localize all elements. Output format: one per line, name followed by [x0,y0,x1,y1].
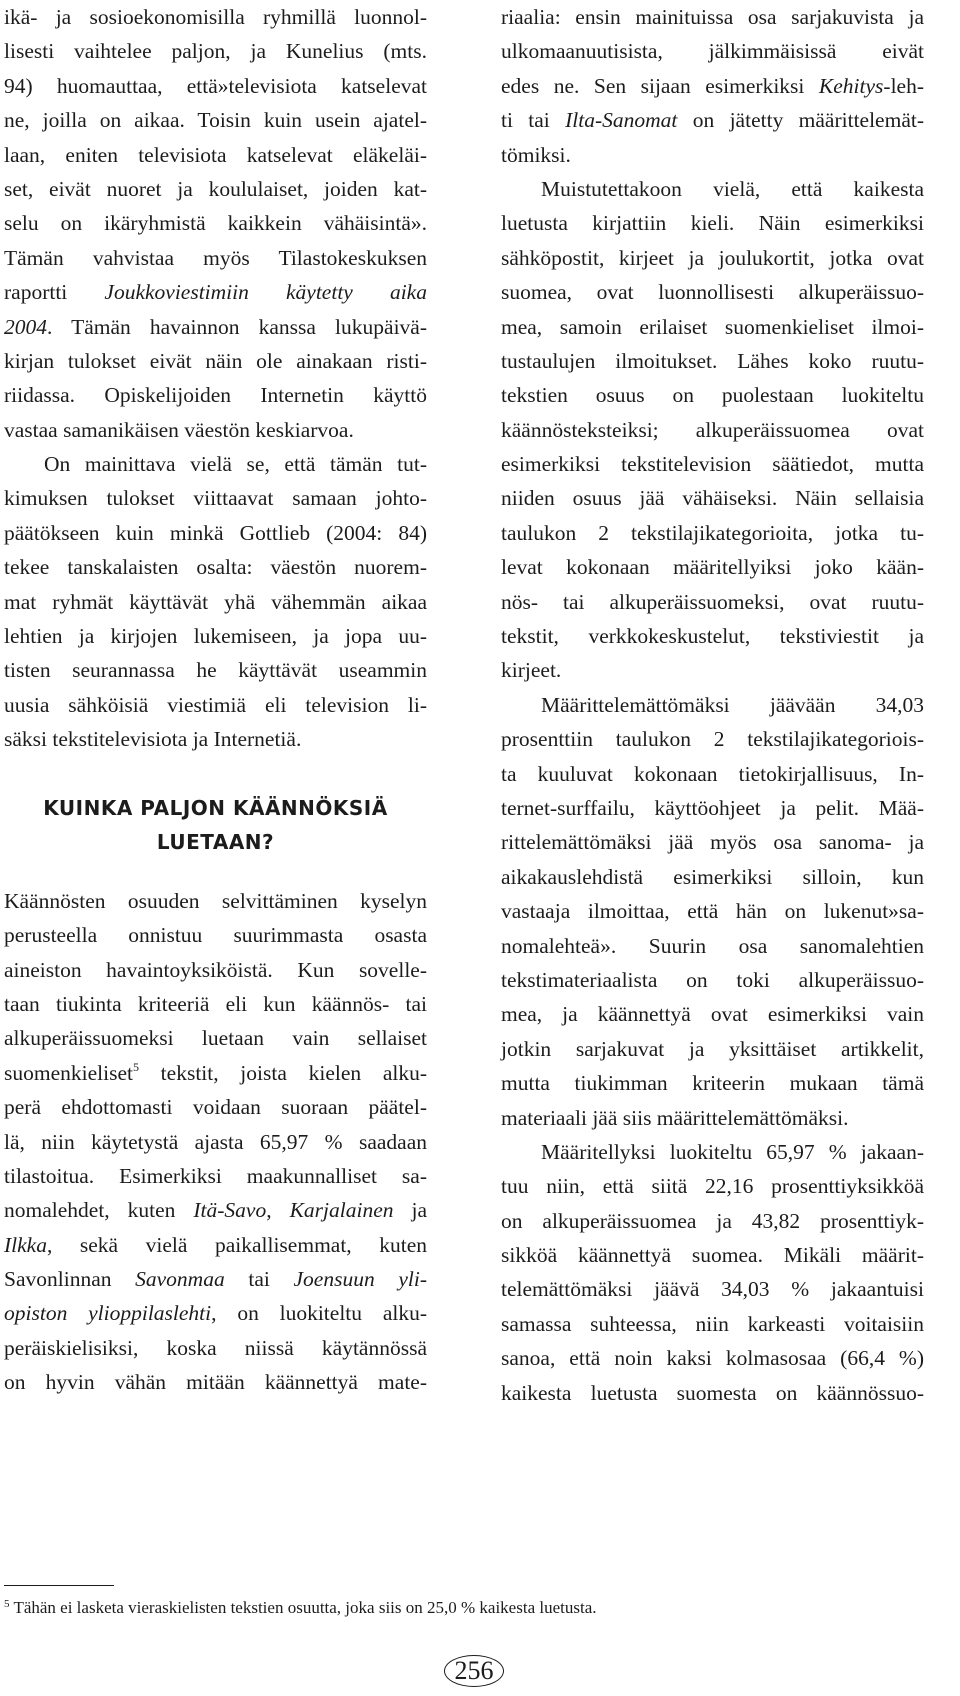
text-line: alkuperäissuomeksi luetaan vain sellaiset [4,1026,427,1051]
text-line: jotkin sarjakuvat ja yksittäiset artikkelit, [501,1036,924,1061]
text-line: lehtien ja kirjojen lukemiseen, ja jopa uu- [4,624,427,649]
text-line: taan tiukinta kriteeriä eli kun käännös- tai [4,991,427,1016]
text-line: On mainittava vielä se, että tämän tut- [44,452,427,477]
report-title: Joukkoviestimiin käytetty aika [104,280,427,305]
text-line: niiden osuus jää vähäiseksi. Näin sellaisia [501,486,924,511]
text-line: ta kuuluvat kokonaan tietokirjallisuus, In- [501,761,924,786]
text-line: riidassa. Opiskelijoiden Internetin käyttö [4,383,427,408]
text-line: edes ne. Sen sijaan esimerkiksi Kehitys-leh- [501,73,924,98]
text-line: kimuksen tulokset viittaavat samaan johto- [4,486,427,511]
text-line: tisten seurannassa he käyttävät useammin [4,658,427,683]
footnote-marker: 5 [132,1059,139,1074]
footnote-divider [4,1585,114,1586]
text-line: lisesti vaihtelee paljon, ja Kunelius (mts. [4,39,427,64]
text-line: perä ehdottomasti voidaan suoraan päätel- [4,1095,427,1120]
text-line: prosenttiin taulukon 2 tekstilajikategoriois- [501,727,924,752]
text-line: sähköpostit, kirjeet ja joulukortit, jotka ovat [501,245,924,270]
text-line: 2004. Tämän havainnon kanssa lukupäivä- [4,314,427,339]
text-line: sanoa, että noin kaksi kolmasosaa (66,4 %) [501,1346,924,1371]
text-line: ikä- ja sosioekonomisilla ryhmillä luonnol- [4,5,427,29]
text-line: tustaulujen ilmoitukset. Lähes koko ruutu- [501,348,924,373]
text-line: kirjeet. [501,658,562,683]
text-line: tekstit, verkkokeskustelut, tekstiviestit ja [501,624,924,649]
text-line: laan, eniten televisiota katselevat eläkeläi- [4,142,427,167]
text-line: tekee tanskalaisten osalta: väestön nuorem- [4,555,427,580]
text-line: telemättömäksi jäävä 34,03 % jakaantuisi [501,1277,924,1302]
text-line: Määritellyksi luokiteltu 65,97 % jakaan- [541,1139,924,1164]
text-line: riaalia: ensin mainituissa osa sarjakuvista ja [501,5,924,29]
text-line: sikköä käännettyä suomea. Mikäli määrit- [501,1243,924,1268]
text-line: ternet-surffailu, käyttöohjeet ja pelit. Mää- [501,795,924,820]
text-line: päätökseen kuin minkä Gottlieb (2004: 84) [4,520,427,545]
text-line: ti tai Ilta-Sanomat on jätetty määrittelemät- [501,108,925,133]
text-line: Käännösten osuuden selvittäminen kyselyn [4,888,427,913]
text-line: mea, ja käännettyä ovat esimerkiksi vain [501,1002,924,1027]
text-line: vastaaja ilmoittaa, että hän on lukenut»sa- [501,899,924,924]
spacer [4,860,427,884]
text-line: taulukon 2 tekstilajikategorioita, jotka tu- [501,520,924,545]
footnote-text: Tähän ei lasketa vieraskielisten tekstien osuutta, joka siis on 25,0 % kaikesta luetusta. [9,1598,597,1617]
text-line: rittelemättömäksi jää myös osa sanoma- ja [501,830,924,855]
text-line: säksi tekstitelevisiota ja Internetiä. [4,727,302,752]
text-line: nomalehteä». Suurin osa sanomalehtien [501,933,924,958]
text-line: Muistutettakoon vielä, että kaikesta [541,176,924,201]
left-column [4,0,427,1400]
report-title-year: 2004 [4,314,47,339]
text-line: on hyvin vähän mitään käännettyä mate- [4,1370,427,1395]
footnote-marker: 5 [4,1598,10,1610]
text-line: Määrittelemättömäksi jäävään 34,03 [541,692,924,717]
text-line: kirjan tulokset eivät näin ole ainakaan risti- [4,348,427,373]
footnote [4,1597,597,1619]
text-line: aikakauslehdistä esimerkiksi silloin, kun [501,864,924,889]
text-line: opiston ylioppilaslehti, on luokiteltu alku- [4,1301,427,1326]
text-line: luetusta kirjattiin kieli. Näin esimerkiksi [501,211,924,236]
right-column [501,0,924,1410]
section-heading: KUINKA PALJON KÄÄNNÖKSIÄ [43,795,388,820]
text-line: selu on ikäryhmistä kaikkein vähäisintä». [4,211,427,236]
text-line: perusteella onnistuu suurimmasta osasta [4,923,427,948]
text-line: samassa suhteessa, niin karkeasti voitaisiin [501,1311,924,1336]
text-line: ulkomaanuutisista, jälkimmäisissä eivät [501,39,924,64]
text-line: esimerkiksi tekstitelevision säätiedot, mutta [501,452,924,477]
text-line: peräiskielisiksi, koska niissä käytännössä [4,1335,427,1360]
text-line: vastaa samanikäisen väestön keskiarvoa. [4,417,354,442]
text-line: mea, samoin erilaiset suomenkieliset ilmoi- [501,314,924,339]
section-heading: LUETAAN? [156,830,275,855]
text-line: tekstimateriaalista on toki alkuperäissuo- [501,967,924,992]
text-line: raportti Joukkoviestimiin käytetty aika [4,280,427,305]
text-line: suomenkieliset$^5$ tekstit, joista kielen alku- [4,1059,427,1085]
text-line: tuu niin, että siitä 22,16 prosenttiyksikköä [501,1174,924,1199]
text-line: tilastoitua. Esimerkiksi maakunnalliset sa- [4,1163,427,1188]
text-line: 94) huomauttaa, että»televisiota katselevat [4,73,427,98]
text-line: Tämän vahvistaa myös Tilastokeskuksen [4,245,427,270]
text-line: mutta tiukimman kriteerin mukaan tämä [501,1071,924,1096]
text-line: Ilkka, sekä vielä paikallisemmat, kuten [4,1232,427,1257]
text-line: suomea, ovat luonnollisesti alkuperäissuo- [501,280,924,305]
text-line: materiaali jää siis määrittelemättömäksi. [501,1105,849,1130]
text-line: mat ryhmät käyttävät yhä vähemmän aikaa [4,589,427,614]
text-line: set, eivät nuoret ja koululaiset, joiden kat- [4,176,427,201]
text-line: tekstien osuus on puolestaan luokiteltu [501,383,924,408]
text-line: Savonlinnan Savonmaa tai Joensuun yli- [4,1267,427,1292]
text-line: lä, niin käytetystä ajasta 65,97 % saadaan [4,1129,427,1154]
page-number: 256 [444,1655,504,1687]
text-line: kaikesta luetusta suomesta on käännössuo- [501,1380,924,1405]
spacer [4,757,427,791]
text-line: uusia sähköisiä viestimiä eli television li- [4,692,427,717]
text-line: tömiksi. [501,142,571,167]
text-line: käännösteksteiksi; alkuperäissuomea ovat [501,417,924,442]
text-line: ne, joilla on aikaa. Toisin kuin usein ajatel- [4,108,427,133]
text-line: levat kokonaan määritellyiksi joko kään- [501,555,924,580]
text-line: aineiston havaintoyksiköistä. Kun sovelle- [4,957,427,982]
text-line: on alkuperäissuomea ja 43,82 prosenttiyk- [501,1208,924,1233]
text-line: nomalehdet, kuten Itä-Savo, Karjalainen ja [4,1198,427,1223]
text-line: nös- tai alkuperäissuomeksi, ovat ruutu- [501,589,924,614]
